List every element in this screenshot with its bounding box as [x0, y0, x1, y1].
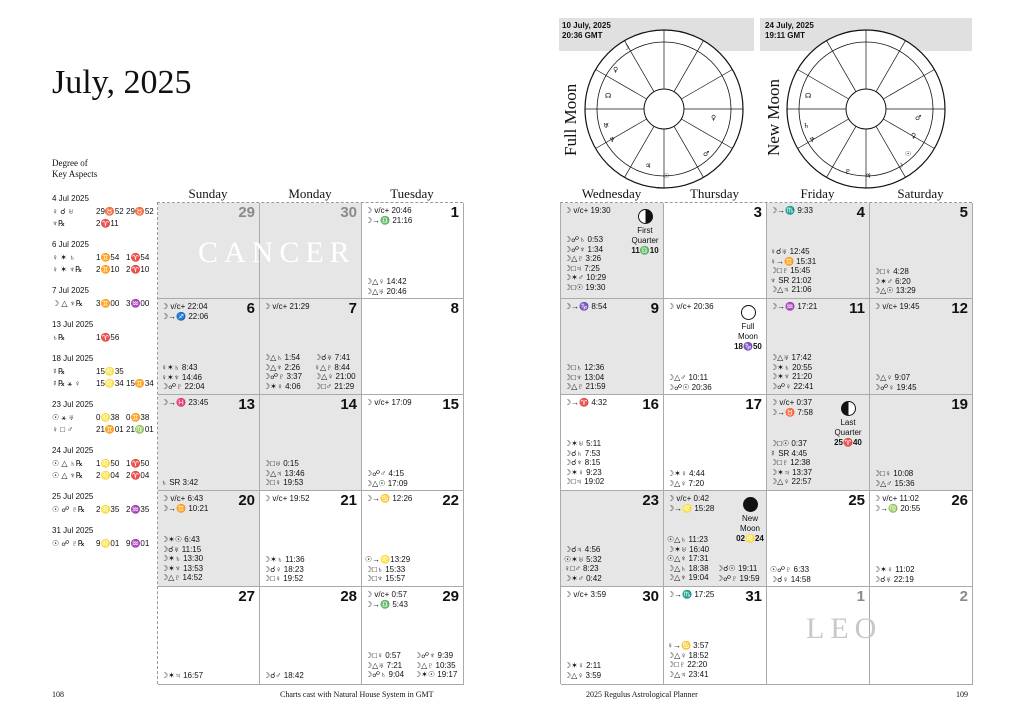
key-aspect-group [52, 319, 156, 344]
day-cell [870, 203, 973, 299]
degree: 2♊10 [96, 265, 120, 274]
day-events-top: ☽ v/c+ 22:04 ☽→♐ 22:06 [161, 302, 209, 321]
svg-text:☉: ☉ [905, 150, 912, 158]
degree: 2♌04 [96, 471, 120, 480]
footer-left-text: Charts cast with Natural House System in GMT [280, 690, 434, 699]
calendar-grid-right [560, 202, 972, 684]
degree: 1♈50 [126, 459, 150, 468]
day-events-top: ☽→♏ 9:33 [770, 206, 813, 215]
day-number: 31 [745, 588, 762, 605]
full-moon-chart-label: Full Moon [561, 83, 580, 156]
svg-text:♇: ♇ [845, 168, 852, 176]
svg-text:♀: ♀ [613, 66, 619, 74]
key-aspect-group [52, 525, 156, 550]
day-events-top: ☽ v/c+ 21:29 [263, 302, 310, 311]
day-events: ☽☌♅ 7:41 ♀△♇ 8:44 ☽△♀ 21:00 ☽□♂ 21:29 [314, 353, 356, 391]
day-number: 7 [348, 300, 357, 317]
day-events-top: ☽ v/c+ 6:43 ☽→♊ 10:21 [161, 494, 209, 513]
aspect: ♄℞ [52, 333, 66, 342]
phase-label: Quarter [834, 428, 862, 437]
first-quarter-icon [638, 209, 653, 224]
svg-text:♀: ♀ [711, 114, 717, 122]
key-aspect-row [52, 264, 156, 276]
day-events: ☽□♀ 0:57 ☽△♅ 7:21 ☽☍♄ 9:04 [365, 651, 405, 680]
degree: 21♊01 [96, 425, 124, 434]
day-number: 11 [849, 300, 865, 317]
day-events: ♄ SR 3:42 [161, 478, 199, 487]
dayname-friday: Friday [800, 186, 835, 201]
phase-label: Last [840, 418, 856, 427]
day-events-top: ☽→♋ 12:26 [365, 494, 413, 503]
day-events-top: ☽ v/c+ 11:02 ☽→♍ 20:55 [873, 494, 921, 513]
degree: 9♒01 [126, 539, 150, 548]
day-cell [870, 299, 973, 395]
new-moon-chart-label: New Moon [764, 79, 783, 156]
phase-degree: 02♌24 [736, 534, 764, 543]
aspect: ☿℞ ⚹ ♀ [52, 379, 81, 388]
page-number-left: 108 [52, 690, 64, 699]
day-events: ☽☍♂ 4:15 ☽△☉ 17:09 [365, 469, 408, 488]
key-aspect-row [52, 366, 156, 378]
day-number: 22 [442, 492, 459, 509]
day-number: 14 [340, 396, 357, 413]
svg-text:☊: ☊ [805, 92, 812, 100]
day-events: ☽△♅ 17:42 ☽✶♄ 20:55 ☽✶♆ 21:20 ☽☍♀ 22:41 [770, 353, 814, 391]
day-cell [870, 491, 973, 587]
key-aspect-group [52, 239, 156, 276]
phase-label: Full [741, 322, 755, 331]
day-events-top: ☽ v/c+ 20:46 ☽→♎ 21:16 [365, 206, 413, 225]
svg-text:♃: ♃ [865, 172, 872, 180]
day-events: ☽□♅ 0:15 ☽△♃ 13:46 ☽□♀ 19:53 [263, 459, 305, 488]
day-events: ☽☍♆ 9:39 ☽△♇ 10:35 ☽✶☉ 19:17 [414, 651, 458, 680]
new-moon-chart-time: 19:11 GMT [765, 31, 806, 40]
calendar-grid-left [157, 202, 463, 684]
day-events-top: ☽ v/c+ 19:30 [564, 206, 611, 215]
day-events-top: ☽→♏ 17:25 [667, 590, 715, 599]
last-quarter-icon [841, 401, 856, 416]
dayname-monday: Monday [288, 186, 332, 201]
degree: 1♈56 [96, 333, 120, 342]
dayname-sunday: Sunday [188, 186, 228, 201]
day-number: 25 [848, 492, 865, 509]
day-cell [561, 395, 664, 491]
day-events-top: ☽→♒ 17:21 [770, 302, 818, 311]
day-events: ☽☍♄ 0:53 ☽☍♆ 1:34 ☽△♇ 3:26 ☽□♃ 7:25 ☽✶♂ 10:29 ☽□☉ 19:30 [564, 235, 607, 292]
dayname-wednesday: Wednesday [581, 186, 642, 201]
degree: 3♊00 [96, 299, 120, 308]
day-events: ☽□♀ 10:08 ☽△♂ 15:36 [873, 469, 915, 488]
degree: 0♌38 [96, 413, 120, 422]
day-events: ♀☌♅ 12:45 ♀→♊ 15:31 ☽□♇ 15:45 ♆ SR 21:02 ☽△♃ 21:06 [770, 247, 817, 295]
svg-text:☽: ☽ [897, 162, 904, 170]
day-cell [664, 203, 767, 299]
page-title: July, 2025 [52, 64, 192, 101]
last-quarter-marker [826, 401, 870, 448]
degree: 2♒35 [126, 505, 150, 514]
phase-label: Moon [737, 332, 758, 341]
day-events-top: ☽ v/c+ 0:37 ☽→♉ 7:58 [770, 398, 813, 417]
day-cell [158, 395, 260, 491]
day-events-top: ☽ v/c+ 19:52 [263, 494, 310, 503]
svg-text:♆: ♆ [809, 136, 816, 144]
day-number: 5 [959, 204, 968, 221]
day-events: ♀✶♄ 8:43 ♀✶♆ 14:46 ☽☍♇ 22:04 [161, 363, 205, 392]
day-number: 29 [238, 204, 255, 221]
phase-label: New [741, 514, 758, 523]
day-cell [870, 395, 973, 491]
full-moon-chart-wheel [583, 28, 745, 190]
day-number: 6 [246, 300, 255, 317]
day-events: ☽☌♂ 18:42 [263, 671, 304, 680]
degree: 29♉52 [96, 207, 124, 216]
key-aspect-date: 7 Jul 2025 [52, 286, 89, 295]
key-aspect-row [52, 252, 156, 264]
key-aspect-row [52, 470, 156, 482]
key-aspect-date: 24 Jul 2025 [52, 446, 94, 455]
dayname-tuesday: Tuesday [390, 186, 434, 201]
phase-degree: 11♎10 [631, 246, 659, 255]
day-events: ☽✶♄ 11:36 ☽☌♀ 18:23 ☽□♀ 19:52 [263, 555, 305, 584]
day-cell [158, 587, 260, 685]
day-events-top: ☽ v/c+ 20:36 [667, 302, 714, 311]
svg-text:♃: ♃ [645, 162, 652, 170]
day-number: 17 [745, 396, 762, 413]
aspect: ♀ ☌ ♅ [52, 207, 74, 216]
degree [126, 366, 156, 378]
aspect: ♀ □ ♂ [52, 425, 74, 434]
day-events: ☉→♌13:29 ☽□♄ 15:33 ☽□♆ 15:57 [365, 555, 411, 584]
day-events: ☽△♂ 10:11 ☽☍☉ 20:36 [667, 373, 712, 392]
day-cell [767, 299, 870, 395]
day-cell [767, 491, 870, 587]
day-cell [362, 491, 464, 587]
key-aspect-date: 4 Jul 2025 [52, 194, 89, 203]
key-aspect-row [52, 538, 156, 550]
key-aspect-date: 13 Jul 2025 [52, 320, 94, 329]
degree: 2♈10 [126, 265, 150, 274]
day-events: ☽☌♃ 4:56 ☉✶♅ 5:32 ♀□♂ 8:23 ☽✶♂ 0:42 [564, 545, 602, 583]
day-cell [260, 395, 362, 491]
day-number: 15 [442, 396, 459, 413]
day-events: ☽△♀ 14:42 ☽△♅ 20:46 [365, 277, 407, 296]
key-aspect-group [52, 193, 156, 230]
day-events: ☽□♀ 4:28 ☽✶♂ 6:20 ☽△☉ 13:29 [873, 267, 916, 296]
day-events: ☽✶♅ 5:11 ☽☌♄ 7:53 ☽☌♆ 8:15 ☽✶♀ 9:23 ☽□♃ 19:02 [564, 439, 605, 487]
day-cell [767, 203, 870, 299]
aspect: ☉ △ ♆℞ [52, 471, 83, 480]
degree: 9♌01 [96, 539, 120, 548]
key-aspect-row [52, 298, 156, 310]
day-cell [260, 299, 362, 395]
day-events-top: ☽ v/c+ 17:09 [365, 398, 412, 407]
day-number: 20 [238, 492, 255, 509]
key-aspect-row [52, 218, 156, 230]
day-number: 1 [856, 588, 865, 605]
day-events-top: ☽→♈ 4:32 [564, 398, 607, 407]
key-aspects-list [52, 193, 156, 559]
new-moon-chart-wheel [785, 28, 947, 190]
day-cell [362, 395, 464, 491]
day-events-top: ☽ v/c+ 0:57 ☽→♎ 5:43 [365, 590, 408, 609]
aspect: ☉ ☍ ♇℞ [52, 539, 85, 548]
degree: 2♌35 [96, 505, 120, 514]
day-cell [158, 491, 260, 587]
key-aspect-date: 23 Jul 2025 [52, 400, 94, 409]
aspect: ♀ ✶ ♄ [52, 253, 76, 262]
day-cell [362, 587, 464, 685]
day-cell [664, 395, 767, 491]
day-number: 21 [340, 492, 357, 509]
day-number: 1 [450, 204, 459, 221]
day-number: 29 [442, 588, 459, 605]
key-aspect-row [52, 458, 156, 470]
svg-text:♂: ♂ [703, 150, 710, 158]
svg-text:♅: ♅ [603, 122, 610, 130]
degree: 1♊54 [96, 253, 120, 262]
degree: 2♈11 [96, 219, 119, 228]
degree: 0♊38 [126, 413, 150, 422]
key-aspect-group [52, 491, 156, 516]
key-aspect-group [52, 399, 156, 436]
dayname-saturday: Saturday [897, 186, 944, 201]
svg-text:♄: ♄ [803, 122, 810, 130]
day-events: ☽☌☉ 19:11 ☽☍♇ 19:59 [716, 564, 760, 583]
key-aspect-date: 31 Jul 2025 [52, 526, 94, 535]
day-events-top: ☽→♓ 23:45 [161, 398, 209, 407]
key-aspect-date: 6 Jul 2025 [52, 240, 89, 249]
day-events: ☽□♄ 12:36 ☽□♆ 13:04 ☽△♇ 21:59 [564, 363, 606, 392]
key-aspect-row [52, 378, 156, 390]
sign-label-leo: LEO [806, 612, 883, 645]
day-events: ☽✶♀ 2:11 ☽△♀ 3:59 [564, 661, 602, 680]
page-number-right: 109 [956, 690, 968, 699]
key-aspects-heading-line1: Degree of [52, 158, 88, 168]
aspect: ☉ ⚹ ♅ [52, 413, 75, 422]
key-aspect-row [52, 504, 156, 516]
day-events: ☽✶♀ 4:44 ☽△♀ 7:20 [667, 469, 705, 488]
full-moon-chart-time: 20:36 GMT [562, 31, 603, 40]
day-cell [870, 587, 973, 685]
key-aspect-group [52, 285, 156, 310]
key-aspects-heading-line2: Key Aspects [52, 169, 98, 179]
new-moon-icon [743, 497, 758, 512]
key-aspect-row [52, 412, 156, 424]
day-events: ♀→♋ 3:57 ☽△♀ 18:52 ☽□♇ 22:20 ☽△♃ 23:41 [667, 641, 709, 679]
day-number: 16 [642, 396, 659, 413]
day-number: 4 [856, 204, 865, 221]
day-number: 27 [238, 588, 255, 605]
svg-text:♂: ♂ [915, 114, 922, 122]
aspect: ☉ ☍ ♇℞ [52, 505, 85, 514]
key-aspects-heading [52, 158, 97, 180]
day-cell [260, 491, 362, 587]
phase-label: Moon [739, 524, 760, 533]
key-aspect-date: 25 Jul 2025 [52, 492, 94, 501]
day-cell [260, 587, 362, 685]
day-events: ☉△♄ 11:23 ☽✶♅ 16:40 ☉△♆ 17:31 ☽△♄ 18:38 ☽△♆ 19:04 [667, 535, 710, 583]
phase-label: Quarter [631, 236, 659, 245]
day-events: ☽△♄ 1:54 ☽△♆ 2:26 ☽☍♇ 3:37 ☽✶♀ 4:06 [263, 353, 303, 391]
footer-right-text: 2025 Regulus Astrological Planner [586, 690, 698, 699]
day-events: ☽✶♃ 16:57 [161, 671, 204, 680]
day-number: 26 [951, 492, 968, 509]
aspect: ♀ ✶ ♆℞ [52, 265, 83, 274]
key-aspect-group [52, 353, 156, 390]
degree: 15♊34 [126, 379, 154, 388]
day-events-top: ☽→♑ 8:54 [564, 302, 607, 311]
degree: 15♌34 [96, 379, 124, 388]
day-number: 23 [642, 492, 659, 509]
phase-degree: 18♑50 [734, 342, 762, 351]
degree: 2♈04 [126, 471, 150, 480]
day-number: 30 [642, 588, 659, 605]
degree: 21♍01 [126, 425, 154, 434]
svg-text:☽: ☽ [623, 44, 630, 52]
degree: 1♌50 [96, 459, 120, 468]
phase-label: First [637, 226, 653, 235]
day-cell [561, 299, 664, 395]
day-number: 28 [340, 588, 357, 605]
day-number: 19 [951, 396, 968, 413]
degree: 15♌35 [96, 367, 124, 376]
full-moon-chart-date: 10 July, 2025 [562, 21, 611, 30]
day-number: 3 [753, 204, 762, 221]
day-events: ☉☍♇ 6:33 ☽☌♀ 14:58 [770, 565, 811, 584]
degree: 29♉52 [126, 207, 154, 216]
first-quarter-marker [624, 209, 666, 256]
day-cell [664, 587, 767, 685]
sign-label-cancer: CANCER [198, 236, 356, 269]
day-events: ☽✶♀ 11:02 ☽☌♅ 22:19 [873, 565, 915, 584]
day-events-top: ☽ v/c+ 19:45 [873, 302, 920, 311]
day-cell [158, 299, 260, 395]
svg-text:♀: ♀ [911, 132, 917, 140]
day-cell [561, 587, 664, 685]
day-cell [362, 299, 464, 395]
degree: 3♒00 [126, 299, 150, 308]
key-aspect-row [52, 332, 156, 344]
new-moon-marker [730, 497, 770, 544]
aspect: ☉ △ ♄℞ [52, 459, 83, 468]
day-events: ☽□☉ 0:37 ☿ SR 4:45 ☽□♇ 12:38 ☽✶♃ 13:37 ☽△♀ 22:57 [770, 439, 813, 487]
svg-text:☉: ☉ [663, 172, 670, 180]
day-events: ☽✶☉ 6:43 ☽☌♅ 11:15 ☽✶♄ 13:30 ☽✶♆ 13:53 ☽△♇ 14:52 [161, 535, 204, 583]
day-number: 2 [959, 588, 968, 605]
day-number: 13 [238, 396, 255, 413]
day-cell [362, 203, 464, 299]
full-moon-icon [741, 305, 756, 320]
day-number: 30 [340, 204, 357, 221]
day-events-top: ☽ v/c+ 3:59 [564, 590, 607, 599]
aspect: ☽ △ ♆℞ [52, 299, 83, 308]
day-number: 8 [450, 300, 459, 317]
key-aspect-group [52, 445, 156, 482]
aspect: ♆℞ [52, 219, 66, 228]
day-cell [561, 491, 664, 587]
degree [126, 218, 156, 230]
key-aspect-row [52, 424, 156, 436]
new-moon-chart-date: 24 July, 2025 [765, 21, 814, 30]
phase-degree: 25♈40 [834, 438, 862, 447]
svg-text:☊: ☊ [605, 92, 612, 100]
dayname-thursday: Thursday [689, 186, 740, 201]
full-moon-marker [728, 305, 768, 352]
day-number: 9 [650, 300, 659, 317]
day-events: ☽△♀ 9:07 ☽☍♀ 19:45 [873, 373, 917, 392]
degree [126, 332, 156, 344]
day-number: 12 [951, 300, 968, 317]
key-aspect-row [52, 206, 156, 218]
svg-text:♆: ♆ [609, 136, 616, 144]
aspect: ☿℞ [52, 367, 66, 376]
degree: 1♈54 [126, 253, 150, 262]
key-aspect-date: 18 Jul 2025 [52, 354, 94, 363]
day-events-top: ☽ v/c+ 0:42 ☽→♌ 15:28 [667, 494, 715, 513]
